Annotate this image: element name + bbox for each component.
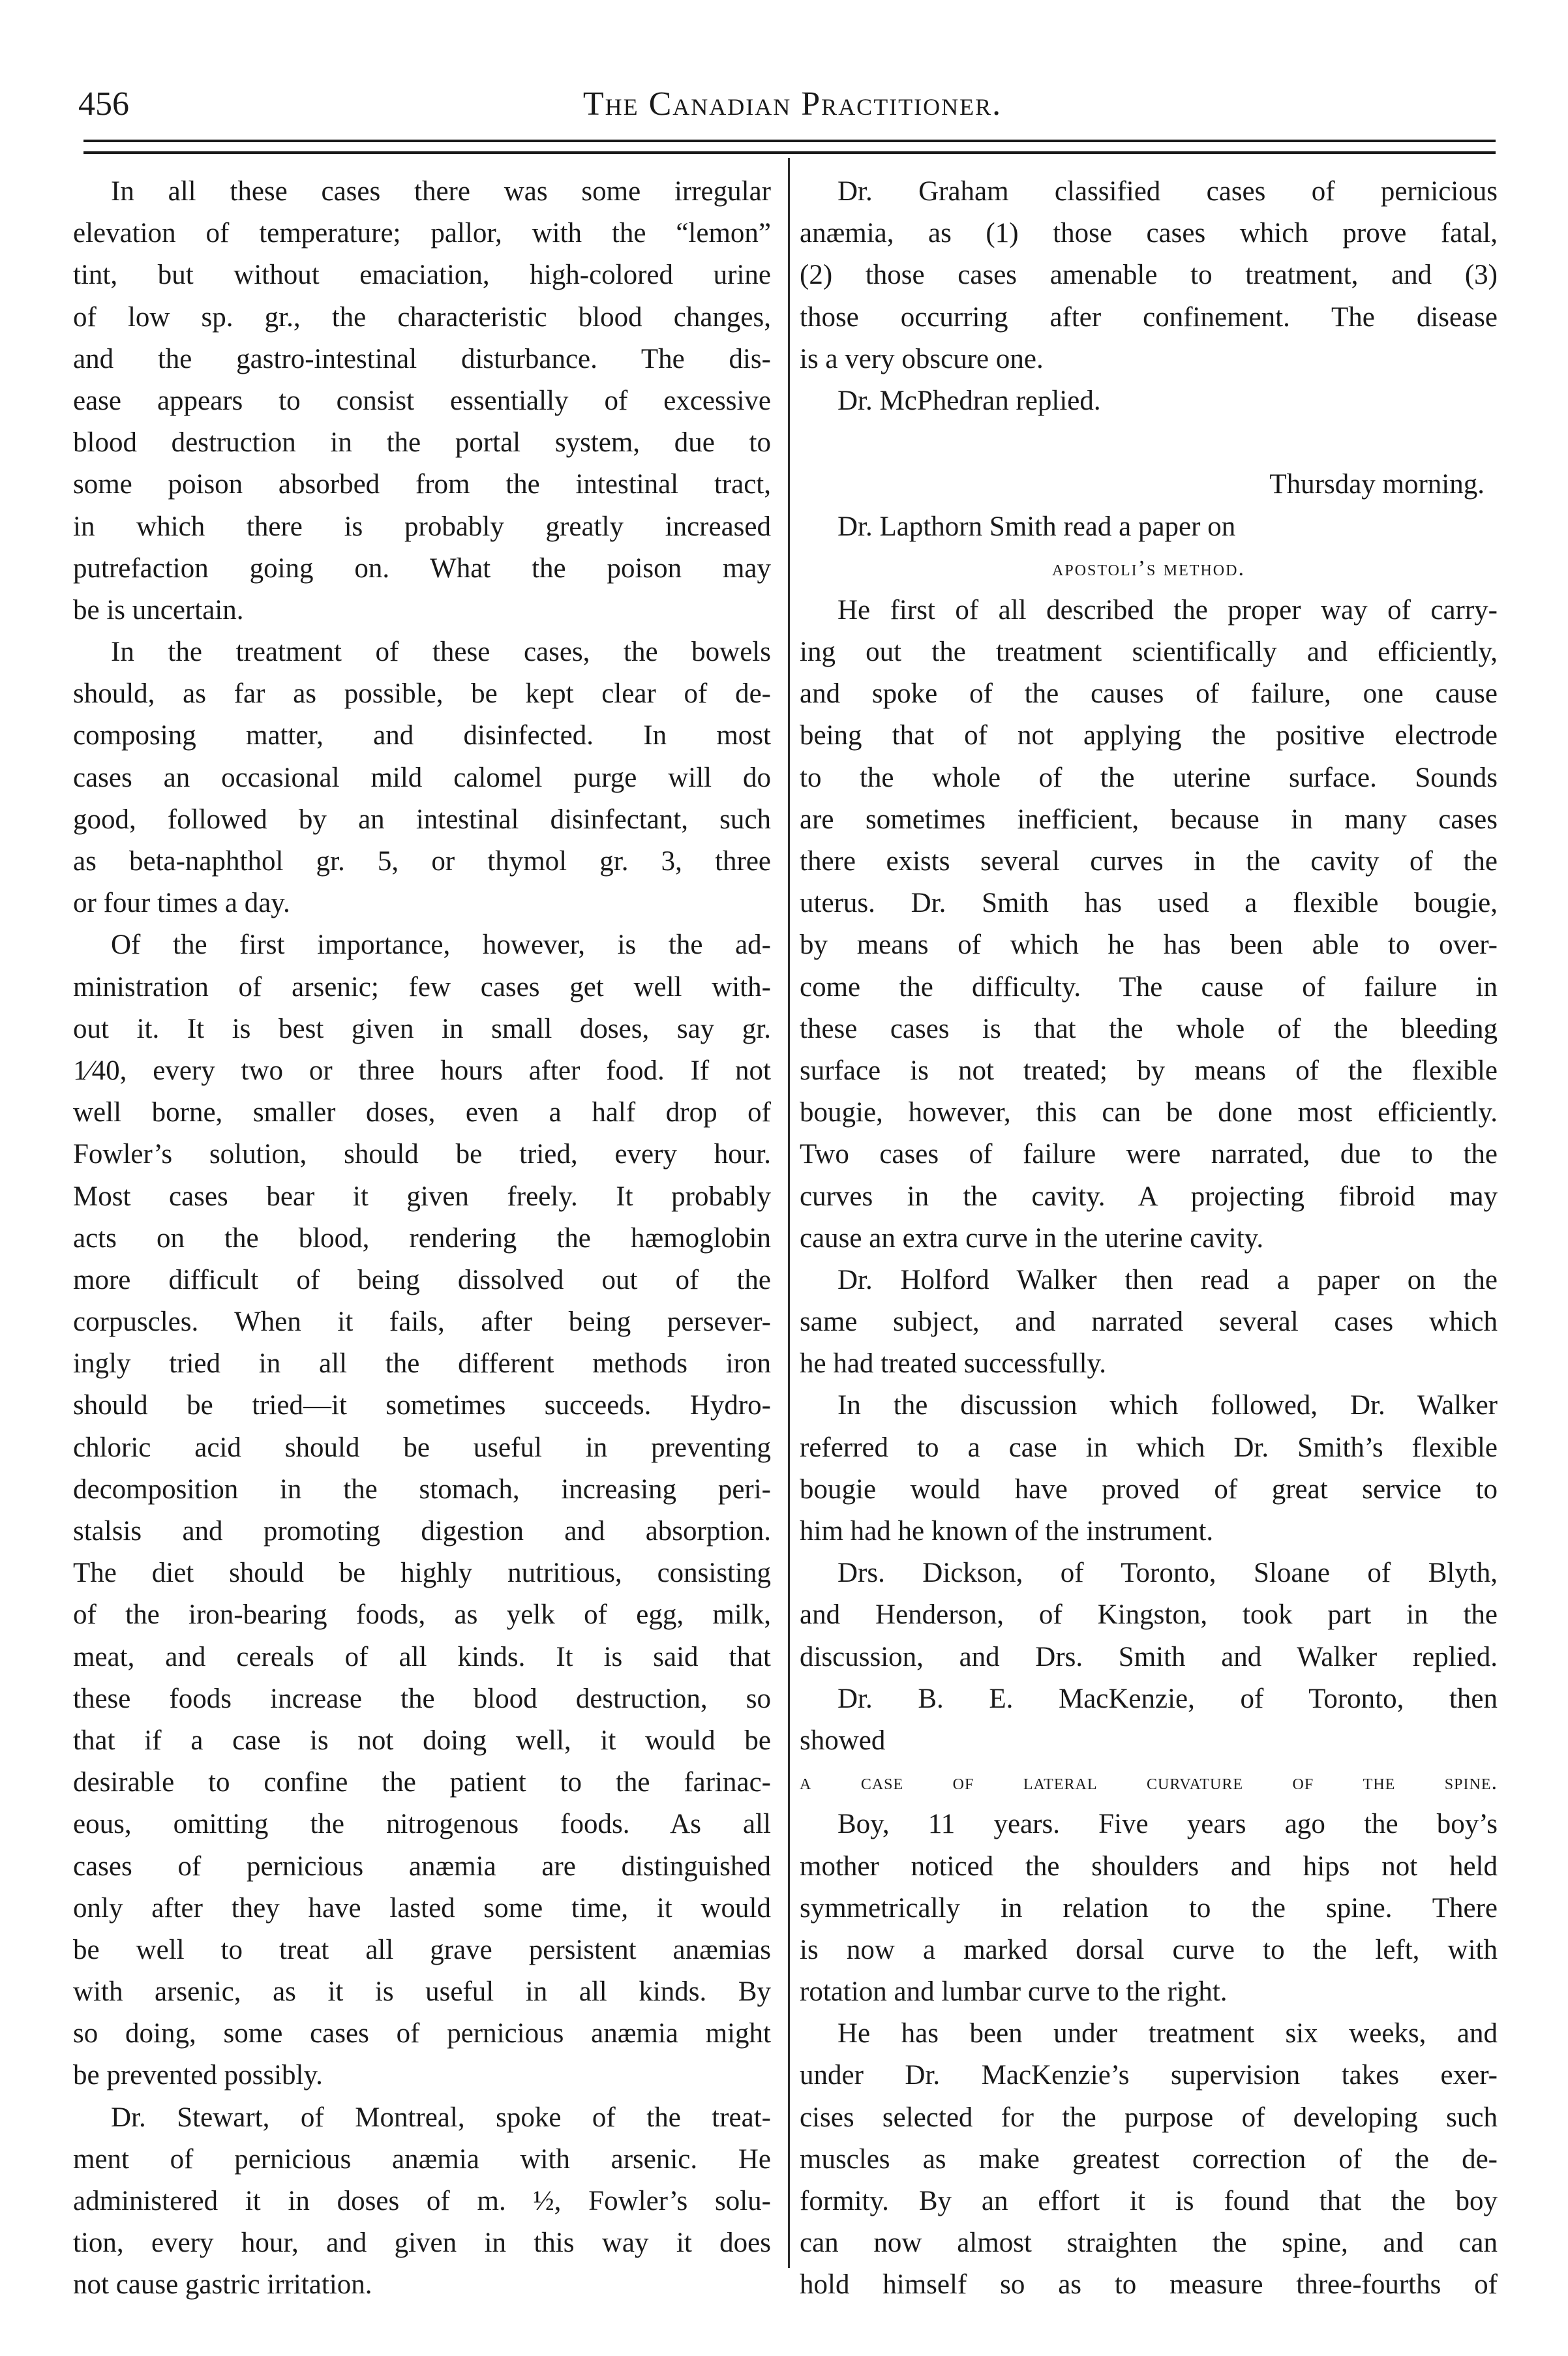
text-line: ease appears to consist essentially of excessive: [73, 385, 771, 416]
text-line: these foods increase the blood destruction, so: [73, 1683, 771, 1714]
text-line: should, as far as possible, be kept clear of de-: [73, 678, 771, 710]
text-line: good, followed by an intestinal disinfectant, such: [73, 804, 771, 835]
text-line: putrefaction going on. What the poison may: [73, 552, 771, 584]
text-line: same subject, and narrated several cases which: [800, 1306, 1498, 1338]
text-line: cases of pernicious anæmia are distinguished: [73, 1850, 771, 1882]
text-line: tion, every hour, and given in this way it does: [73, 2228, 771, 2259]
text-line: with arsenic, as it is useful in all kinds. By: [73, 1976, 771, 2008]
text-line: uterus. Dr. Smith has used a flexible bougie,: [800, 888, 1498, 919]
text-line: Dr. B. E. MacKenzie, of Toronto, then: [837, 1683, 1498, 1714]
text-line: and spoke of the causes of failure, one cause: [800, 678, 1498, 710]
text-line: Dr. Holford Walker then read a paper on the: [837, 1264, 1498, 1295]
text-line: In all these cases there was some irregular: [111, 176, 771, 207]
text-line: Dr. Lapthorn Smith read a paper on: [837, 511, 1236, 542]
text-line: is now a marked dorsal curve to the left, with: [800, 1934, 1498, 1965]
text-line: or four times a day.: [73, 888, 290, 919]
text-line: there exists several curves in the cavity of the: [800, 846, 1498, 877]
text-line: Thursday morning.: [1269, 469, 1485, 500]
text-line: Boy, 11 years. Five years ago the boy’s: [837, 1809, 1498, 1840]
header-rule-bottom: [83, 151, 1496, 154]
text-line: cases an occasional mild calomel purge will do: [73, 762, 771, 793]
text-line: those occurring after confinement. The disease: [800, 301, 1498, 333]
header-rule-top: [83, 140, 1496, 142]
text-line: (2) those cases amenable to treatment, and (3): [800, 260, 1498, 291]
text-line: bougie, however, this can be done most efficiently.: [800, 1097, 1498, 1128]
text-line: cises selected for the purpose of developing such: [800, 2102, 1498, 2133]
text-line: ministration of arsenic; few cases get well with-: [73, 971, 771, 1003]
text-line: mother noticed the shoulders and hips not held: [800, 1850, 1498, 1882]
text-line: come the difficulty. The cause of failure in: [800, 971, 1498, 1003]
text-line: only after they have lasted some time, it would: [73, 1892, 771, 1924]
text-line: blood destruction in the portal system, due to: [73, 427, 771, 459]
text-line: be is uncertain.: [73, 594, 244, 626]
text-line: discussion, and Drs. Smith and Walker replied.: [800, 1641, 1498, 1672]
text-line: stalsis and promoting digestion and absorption.: [73, 1516, 771, 1547]
text-line: administered it in doses of m. ½, Fowler’s solu-: [73, 2186, 771, 2216]
text-line: Dr. Graham classified cases of pernicious: [837, 176, 1498, 207]
text-line: composing matter, and disinfected. In most: [73, 720, 771, 751]
text-line: should be tried—it sometimes succeeds. Hydro-: [73, 1390, 771, 1421]
text-line: meat, and cereals of all kinds. It is said that: [73, 1641, 771, 1672]
text-line: apostoli’s method.: [1052, 556, 1245, 581]
text-line: to the whole of the uterine surface. Sounds: [800, 762, 1498, 793]
text-line: under Dr. MacKenzie’s supervision takes exer-: [800, 2060, 1498, 2091]
text-line: he had treated successfully.: [800, 1348, 1107, 1380]
text-line: rotation and lumbar curve to the right.: [800, 1976, 1228, 2008]
text-line: hold himself so as to measure three-fourths of: [800, 2269, 1498, 2301]
text-line: a case of lateral curvature of the spine.: [800, 1770, 1498, 1795]
text-line: desirable to confine the patient to the farinac-: [73, 1767, 771, 1798]
text-line: symmetrically in relation to the spine. There: [800, 1892, 1498, 1924]
text-line: muscles as make greatest correction of the de-: [800, 2143, 1498, 2175]
text-line: cause an extra curve in the uterine cavity.: [800, 1222, 1264, 1254]
text-line: not cause gastric irritation.: [73, 2269, 372, 2301]
text-line: In the discussion which followed, Dr. Walker: [837, 1390, 1498, 1421]
text-line: these cases is that the whole of the bleeding: [800, 1013, 1498, 1044]
text-line: Most cases bear it given freely. It probably: [73, 1181, 771, 1212]
text-line: be prevented possibly.: [73, 2060, 323, 2091]
text-line: elevation of temperature; pallor, with the “lemon”: [73, 218, 771, 249]
text-line: curves in the cavity. A projecting fibroid may: [800, 1181, 1498, 1212]
text-line: well borne, smaller doses, even a half drop of: [73, 1097, 771, 1128]
text-line: Two cases of failure were narrated, due to the: [800, 1139, 1498, 1170]
text-line: decomposition in the stomach, increasing peri-: [73, 1473, 771, 1505]
text-line: He first of all described the proper way of carry-: [837, 594, 1498, 626]
text-line: of low sp. gr., the characteristic blood changes,: [73, 301, 771, 333]
running-header: [78, 78, 1507, 130]
text-line: The diet should be highly nutritious, consisting: [73, 1558, 771, 1589]
right-column: [800, 171, 1498, 2306]
text-line: eous, omitting the nitrogenous foods. As all: [73, 1809, 771, 1840]
text-line: out it. It is best given in small doses, say gr.: [73, 1013, 771, 1044]
column-divider: [788, 158, 790, 2268]
text-line: Fowler’s solution, should be tried, every hour.: [73, 1139, 771, 1170]
text-line: Dr. Stewart, of Montreal, spoke of the treat-: [111, 2102, 771, 2133]
text-line: showed: [800, 1725, 886, 1756]
text-line: He has been under treatment six weeks, and: [837, 2018, 1498, 2049]
text-line: be well to treat all grave persistent anæmias: [73, 1934, 771, 1965]
page-number: 456: [78, 85, 129, 123]
text-line: ment of pernicious anæmia with arsenic. He: [73, 2143, 771, 2175]
text-line: Dr. McPhedran replied.: [837, 385, 1101, 416]
text-line: of the iron-bearing foods, as yelk of egg, milk,: [73, 1599, 771, 1631]
text-line: can now almost straighten the spine, and can: [800, 2228, 1498, 2259]
text-line: ingly tried in all the different methods iron: [73, 1348, 771, 1380]
text-line: acts on the blood, rendering the hæmoglobin: [73, 1222, 771, 1254]
text-line: formity. By an effort it is found that the boy: [800, 2186, 1498, 2216]
text-line: tint, but without emaciation, high-colored urine: [73, 260, 771, 291]
left-column: [73, 171, 771, 2306]
text-line: Drs. Dickson, of Toronto, Sloane of Blyth,: [837, 1558, 1498, 1589]
text-line: and the gastro-intestinal disturbance. The dis-: [73, 343, 771, 374]
text-line: referred to a case in which Dr. Smith’s flexible: [800, 1432, 1498, 1463]
text-line: are sometimes inefficient, because in many cases: [800, 804, 1498, 835]
text-line: some poison absorbed from the intestinal tract,: [73, 469, 771, 500]
text-line: and Henderson, of Kingston, took part in the: [800, 1599, 1498, 1631]
text-line: In the treatment of these cases, the bowels: [111, 637, 771, 668]
text-line: that if a case is not doing well, it would be: [73, 1725, 771, 1756]
text-line: bougie would have proved of great service to: [800, 1473, 1498, 1505]
text-line: anæmia, as (1) those cases which prove fatal,: [800, 218, 1498, 249]
text-line: in which there is probably greatly increased: [73, 511, 771, 542]
text-line: being that of not applying the positive electrode: [800, 720, 1498, 751]
text-line: as beta-naphthol gr. 5, or thymol gr. 3, three: [73, 846, 771, 877]
text-line: [800, 422, 1498, 464]
journal-title: The Canadian Practitioner.: [582, 85, 1003, 123]
text-line: is a very obscure one.: [800, 343, 1044, 374]
text-line: so doing, some cases of pernicious anæmia might: [73, 2018, 771, 2049]
text-line: chloric acid should be useful in preventing: [73, 1432, 771, 1463]
text-line: corpuscles. When it fails, after being persever-: [73, 1306, 771, 1338]
text-line: by means of which he has been able to over-: [800, 929, 1498, 961]
text-line: ing out the treatment scientifically and efficiently,: [800, 637, 1498, 668]
text-line: surface is not treated; by means of the flexible: [800, 1055, 1498, 1086]
text-line: more difficult of being dissolved out of the: [73, 1264, 771, 1295]
text-line: Of the first importance, however, is the ad-: [111, 929, 771, 961]
text-line: him had he known of the instrument.: [800, 1516, 1214, 1547]
text-line: 1⁄40, every two or three hours after food. If not: [73, 1055, 771, 1086]
